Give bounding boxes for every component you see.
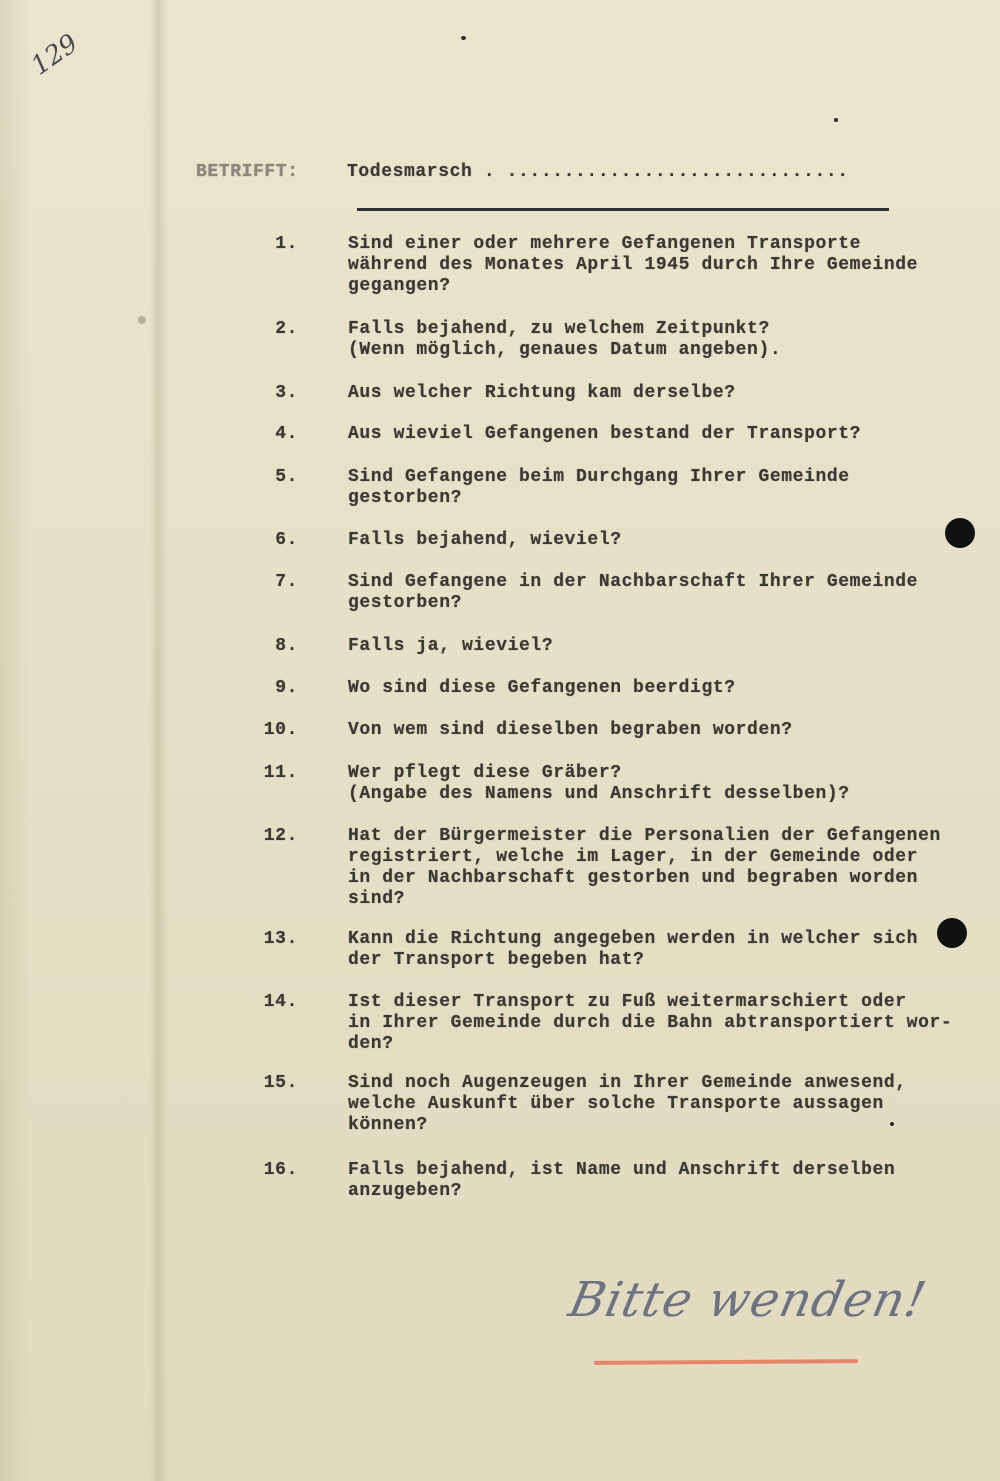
question-text: Sind noch Augenzeugen in Ihrer Gemeinde anwesend, welche Auskunft über solche Transporte aussagen können? bbox=[348, 1073, 907, 1135]
question-number: 7. bbox=[275, 572, 298, 592]
question-number: 8. bbox=[275, 636, 298, 656]
question-text: Wer pflegt diese Gräber? (Angabe des Namens und Anschrift desselben)? bbox=[348, 763, 850, 804]
archive-number: 129 bbox=[25, 28, 84, 82]
question-text: Sind einer oder mehrere Gefangenen Transporte während des Monates April 1945 durch Ihre Gemeinde gegangen? bbox=[348, 234, 919, 296]
question-number: 6. bbox=[275, 530, 298, 550]
question-number: 4. bbox=[275, 424, 298, 444]
handwritten-note: Bitte wenden! bbox=[564, 1272, 932, 1328]
question-number: 16. bbox=[263, 1160, 298, 1180]
question-text: Falls bejahend, ist Name und Anschrift derselben anzugeben? bbox=[348, 1160, 896, 1201]
question-number: 11. bbox=[263, 763, 298, 783]
question-text: Aus welcher Richtung kam derselbe? bbox=[348, 383, 736, 403]
question-text: Hat der Bürgermeister die Personalien der Gefangenen registriert, welche im Lager, in der Gemeinde oder in der Nachbarschaft gestorben und begraben worden sind? bbox=[348, 826, 941, 909]
question-text: Sind Gefangene beim Durchgang Ihrer Gemeinde gestorben? bbox=[348, 467, 850, 508]
question-text: Ist dieser Transport zu Fuß weitermarschiert oder in Ihrer Gemeinde durch die Bahn abtransportiert wor- den? bbox=[348, 992, 953, 1054]
ink-speck bbox=[890, 1122, 894, 1126]
paper-stain bbox=[138, 316, 146, 324]
red-underline bbox=[594, 1359, 858, 1365]
ink-speck bbox=[834, 118, 838, 122]
question-text: Aus wieviel Gefangenen bestand der Transport? bbox=[348, 424, 862, 444]
ink-speck bbox=[461, 36, 466, 40]
question-text: Falls bejahend, zu welchem Zeitpunkt? (Wenn möglich, genaues Datum angeben). bbox=[348, 319, 782, 360]
question-number: 5. bbox=[275, 467, 298, 487]
question-number: 9. bbox=[275, 678, 298, 698]
subject-underline bbox=[357, 208, 889, 211]
question-text: Wo sind diese Gefangenen beerdigt? bbox=[348, 678, 736, 698]
question-number: 3. bbox=[275, 383, 298, 403]
question-number: 2. bbox=[275, 319, 298, 339]
question-number: 14. bbox=[263, 992, 298, 1012]
question-number: 1. bbox=[275, 234, 298, 254]
question-number: 10. bbox=[263, 720, 298, 740]
question-text: Von wem sind dieselben begraben worden? bbox=[348, 720, 793, 740]
question-number: 12. bbox=[263, 826, 298, 846]
question-number: 13. bbox=[263, 929, 298, 949]
subject-label: BETRIFFT: bbox=[196, 162, 299, 182]
question-text: Kann die Richtung angegeben werden in welcher sich der Transport begeben hat? bbox=[348, 929, 919, 970]
question-text: Falls bejahend, wieviel? bbox=[348, 530, 622, 550]
punch-hole bbox=[937, 918, 967, 948]
question-number: 15. bbox=[263, 1073, 298, 1093]
question-text: Sind Gefangene in der Nachbarschaft Ihrer Gemeinde gestorben? bbox=[348, 572, 919, 613]
punch-hole bbox=[945, 518, 975, 548]
subject-value: Todesmarsch . .............................. bbox=[347, 162, 849, 182]
question-text: Falls ja, wieviel? bbox=[348, 636, 554, 656]
